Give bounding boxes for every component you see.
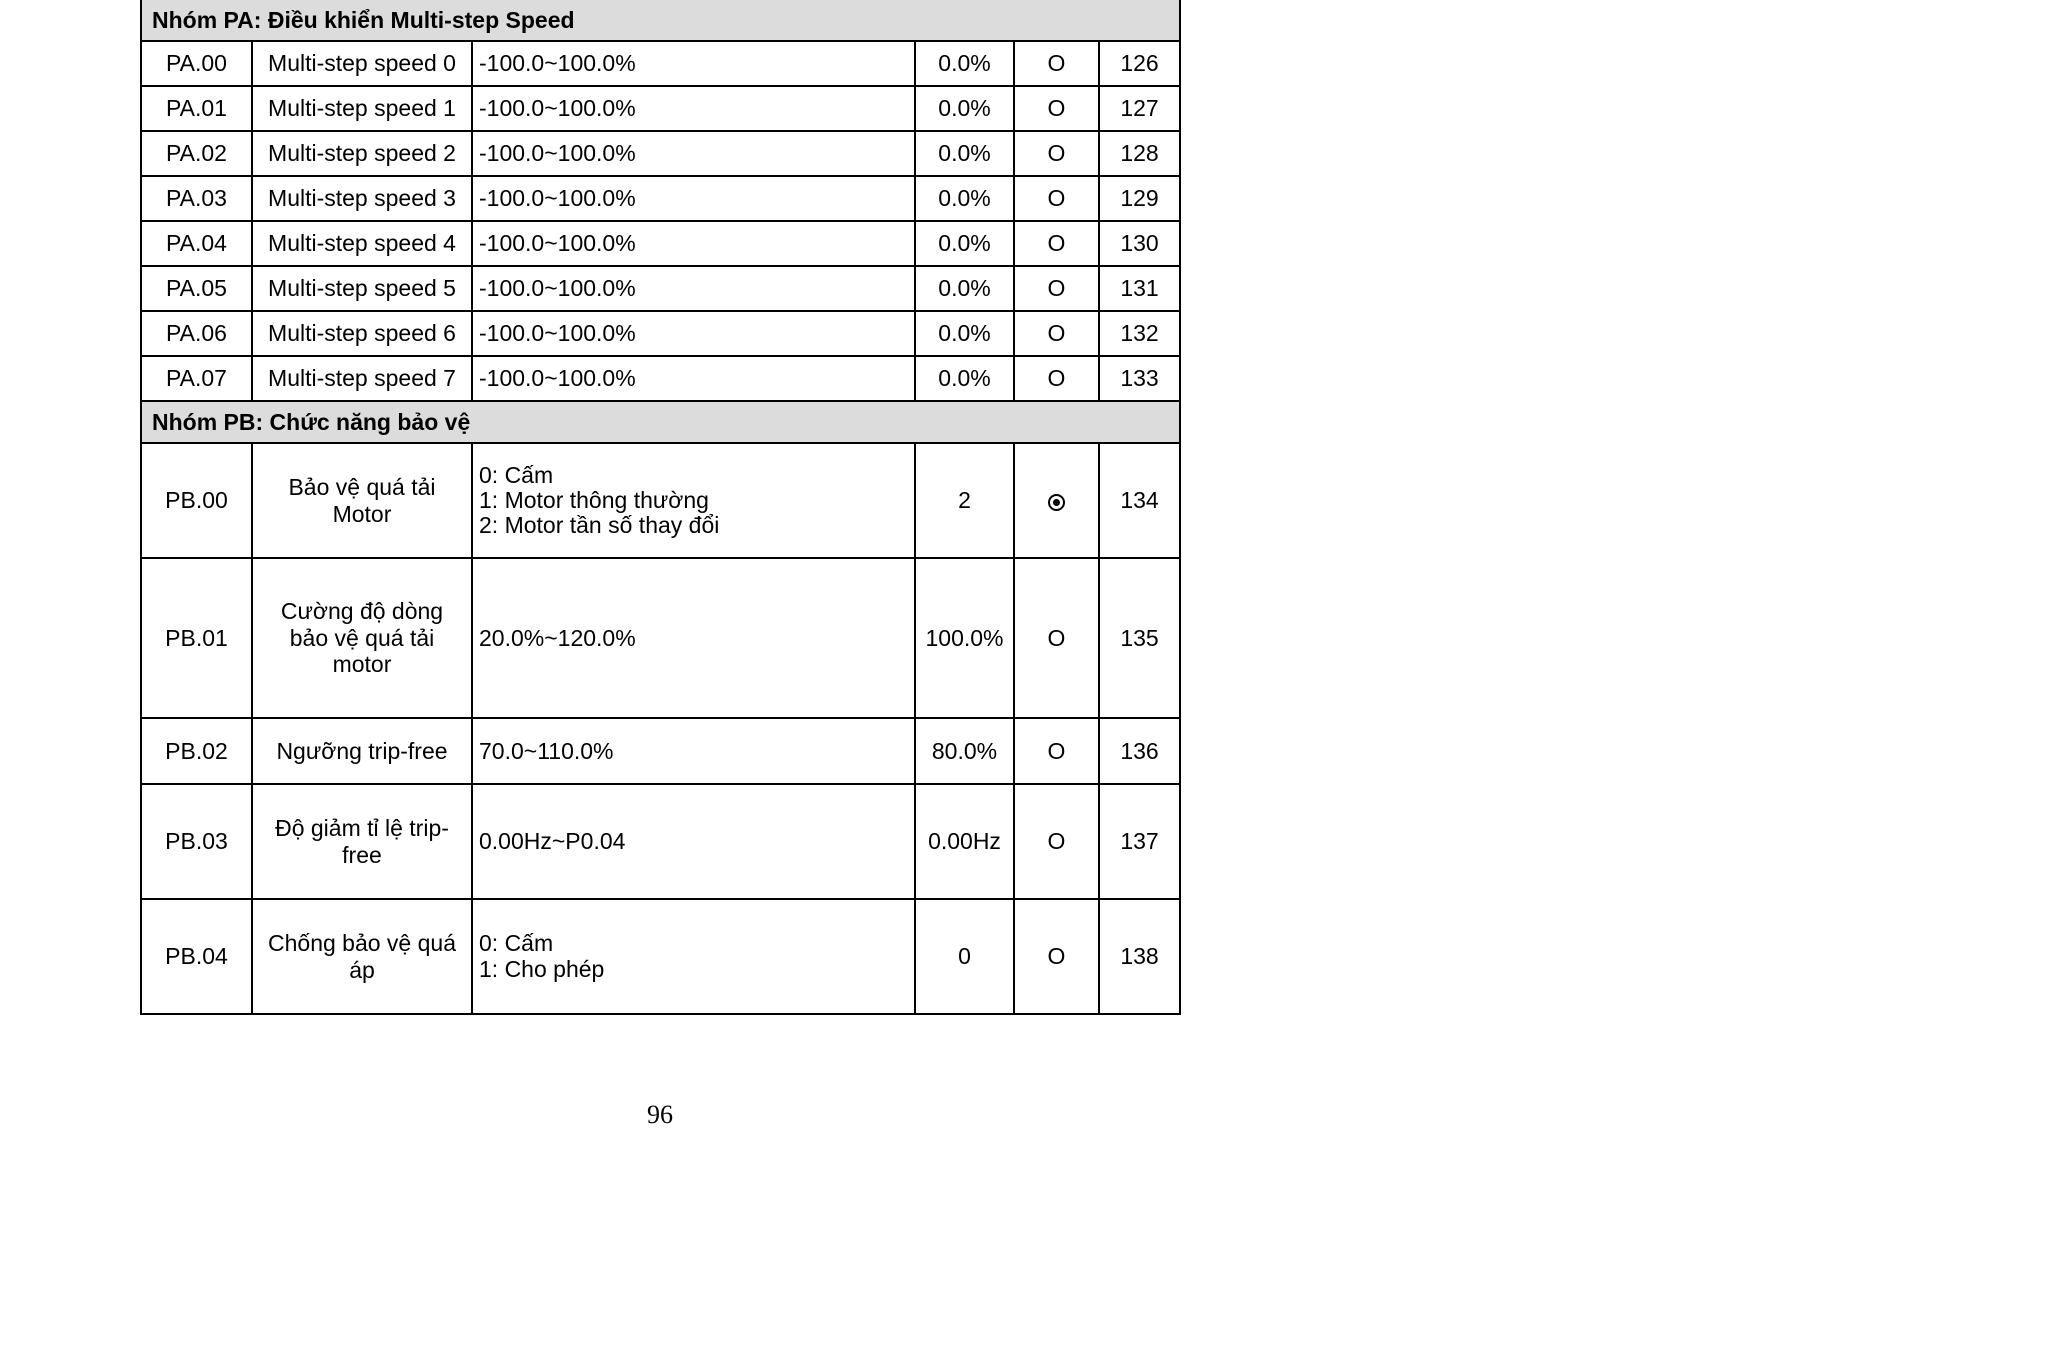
param-range: -100.0~100.0% [472,356,915,401]
param-range: -100.0~100.0% [472,41,915,86]
param-code: PB.02 [141,718,252,784]
param-modify: O [1014,221,1099,266]
range-option: 1: Motor thông thường [479,486,709,513]
param-name: Multi-step speed 0 [252,41,472,86]
param-name: Multi-step speed 7 [252,356,472,401]
param-code: PA.02 [141,131,252,176]
param-name: Multi-step speed 4 [252,221,472,266]
param-number: 126 [1099,41,1180,86]
param-range: -100.0~100.0% [472,311,915,356]
param-number: 129 [1099,176,1180,221]
page-number: 96 [647,1100,673,1129]
table-row [141,41,1180,86]
param-range: -100.0~100.0% [472,266,915,311]
param-default: 2 [915,443,1014,558]
param-name: Multi-step speed 2 [252,131,472,176]
param-range: 20.0%~120.0% [472,558,915,718]
param-default: 0.0% [915,41,1014,86]
param-code: PA.05 [141,266,252,311]
param-code: PB.01 [141,558,252,718]
param-range: -100.0~100.0% [472,176,915,221]
param-modify: O [1014,311,1099,356]
range-option: 0: Cấm [479,930,554,957]
param-name: Multi-step speed 5 [252,266,472,311]
group-header-pb [141,401,1180,443]
param-modify: O [1014,558,1099,718]
param-range: -100.0~100.0% [472,221,915,266]
param-number: 137 [1099,784,1180,899]
param-modify: O [1014,899,1099,1014]
group-header-pa [141,0,1180,41]
param-default: 0.00Hz [915,784,1014,899]
param-modify: O [1014,266,1099,311]
param-modify: O [1014,718,1099,784]
param-range: 70.0~110.0% [472,718,915,784]
param-number: 132 [1099,311,1180,356]
table-row [141,718,1180,784]
param-default: 0.0% [915,176,1014,221]
table-row [141,131,1180,176]
range-option: 1: Cho phép [479,955,605,982]
param-modify: O [1014,131,1099,176]
param-modify [1014,443,1099,558]
param-default: 0.0% [915,86,1014,131]
param-number: 131 [1099,266,1180,311]
table-row [141,899,1180,1014]
table-row [141,311,1180,356]
range-option: 0: Cấm [479,461,554,488]
param-number: 136 [1099,718,1180,784]
param-name: Chống bảo vệ quá áp [252,899,472,1014]
param-code: PA.04 [141,221,252,266]
param-code: PA.03 [141,176,252,221]
param-code: PA.00 [141,41,252,86]
table-row [141,558,1180,718]
param-default: 80.0% [915,718,1014,784]
param-number: 135 [1099,558,1180,718]
param-modify: O [1014,86,1099,131]
param-number: 127 [1099,86,1180,131]
param-default: 0.0% [915,131,1014,176]
double-circle-icon [1048,494,1065,511]
param-name: Bảo vệ quá tải Motor [252,443,472,558]
table-row [141,86,1180,131]
param-number: 133 [1099,356,1180,401]
group-title: Nhóm PA: Điều khiển Multi-step Speed [141,0,1180,41]
param-code: PB.04 [141,899,252,1014]
range-option: 2: Motor tần số thay đổi [479,512,720,539]
param-modify: O [1014,176,1099,221]
param-range: 0.00Hz~P0.04 [472,784,915,899]
param-modify: O [1014,784,1099,899]
param-number: 128 [1099,131,1180,176]
param-code: PB.00 [141,443,252,558]
param-number: 138 [1099,899,1180,1014]
param-default: 0 [915,899,1014,1014]
param-code: PA.06 [141,311,252,356]
param-default: 100.0% [915,558,1014,718]
param-number: 130 [1099,221,1180,266]
param-modify: O [1014,41,1099,86]
param-default: 0.0% [915,221,1014,266]
param-range [472,443,915,558]
param-name: Ngưỡng trip-free [252,718,472,784]
param-code: PB.03 [141,784,252,899]
param-name: Multi-step speed 1 [252,86,472,131]
parameter-table [140,0,1181,1015]
group-title: Nhóm PB: Chức năng bảo vệ [141,401,1180,443]
param-range: -100.0~100.0% [472,86,915,131]
param-range [472,899,915,1014]
param-default: 0.0% [915,356,1014,401]
param-code: PA.01 [141,86,252,131]
param-code: PA.07 [141,356,252,401]
param-name: Cường độ dòng bảo vệ quá tải motor [252,558,472,718]
table-row [141,443,1180,558]
param-name: Độ giảm tỉ lệ trip-free [252,784,472,899]
param-number: 134 [1099,443,1180,558]
table-row [141,176,1180,221]
param-default: 0.0% [915,311,1014,356]
param-name: Multi-step speed 6 [252,311,472,356]
table-row [141,784,1180,899]
table-row [141,266,1180,311]
param-range: -100.0~100.0% [472,131,915,176]
table-row [141,356,1180,401]
param-modify: O [1014,356,1099,401]
table-row [141,221,1180,266]
param-name: Multi-step speed 3 [252,176,472,221]
param-default: 0.0% [915,266,1014,311]
